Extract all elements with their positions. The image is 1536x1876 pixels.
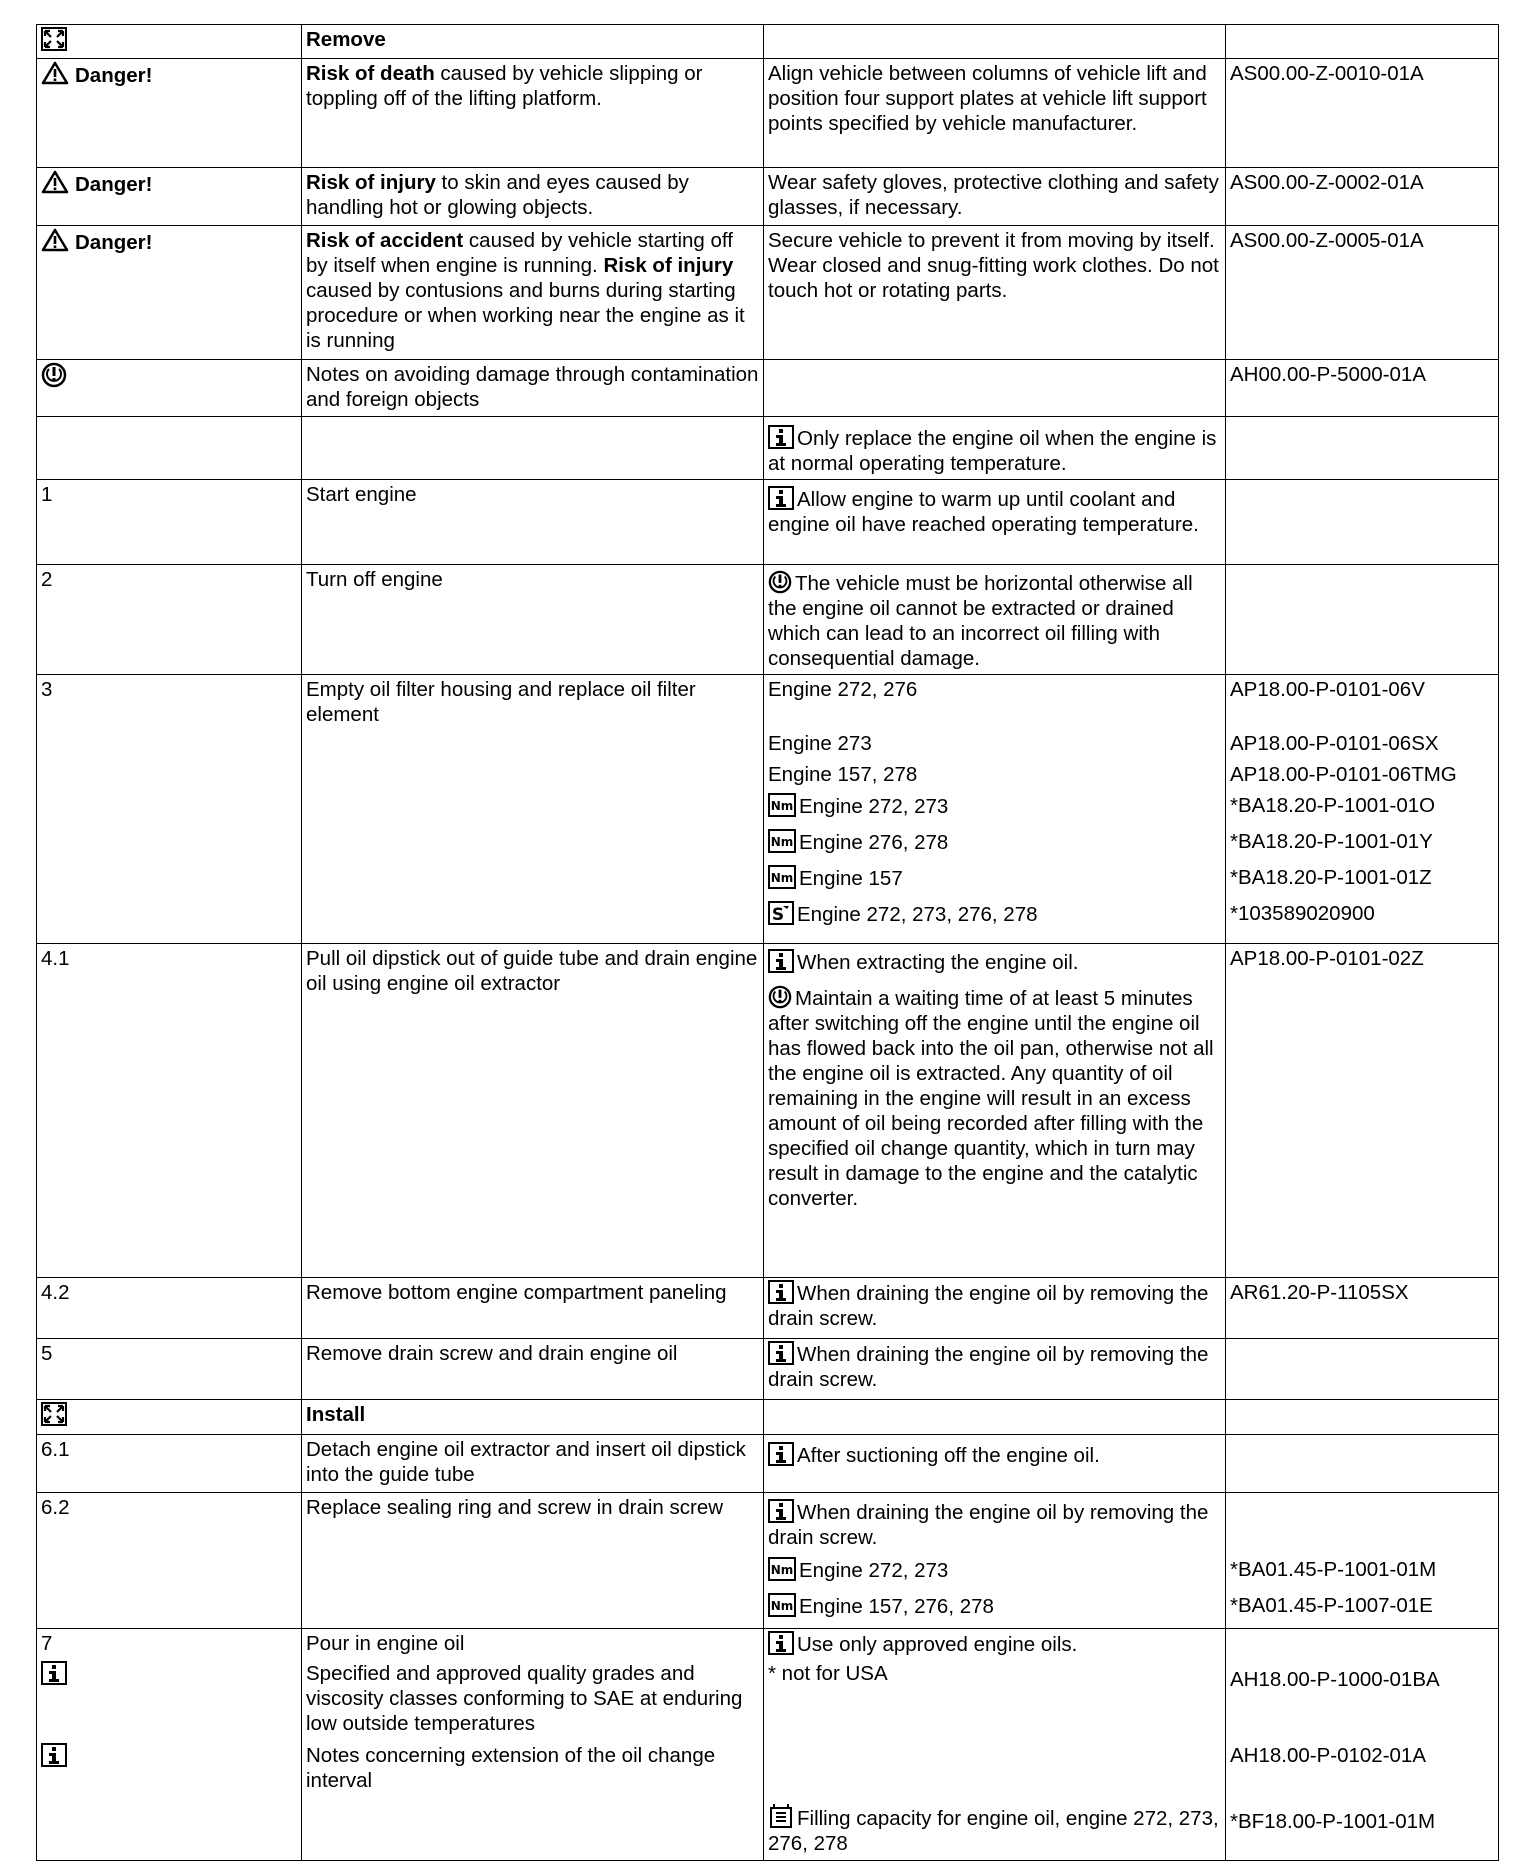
sub-ref: *BA18.20-P-1001-01O <box>1230 794 1436 817</box>
torque-nm-icon <box>768 793 796 817</box>
step-cell: 1 <box>37 480 302 565</box>
sub-note: Engine 273 <box>768 732 872 755</box>
ref-cell <box>1226 417 1499 480</box>
table-row <box>37 480 1499 565</box>
torque-nm-icon <box>768 1593 796 1617</box>
ref-cell: AS00.00-Z-0005-01A <box>1226 226 1499 360</box>
step-cell <box>37 1400 302 1435</box>
note-line <box>768 1631 1221 1661</box>
info-icon <box>768 425 794 449</box>
action-cell: Remove drain screw and drain engine oil <box>302 1339 764 1400</box>
ref-cell <box>1226 1400 1499 1435</box>
note-cell <box>764 675 1226 944</box>
exchange-icon <box>41 1402 67 1426</box>
note-cell: Align vehicle between columns of vehicle lift and position four support plates at vehicle lift support points specified by vehicle manufacturer. <box>764 59 1226 168</box>
note-text: The vehicle must be horizontal otherwise all the engine oil cannot be extracted or drained which can lead to an incorrect oil filling with consequential damage. <box>768 572 1193 670</box>
sub-ref: *BA18.20-P-1001-01Z <box>1230 866 1432 889</box>
step-cell <box>37 1629 302 1861</box>
action-cell: Empty oil filter housing and replace oil filter element <box>302 675 764 944</box>
procedure-table <box>36 24 1499 1861</box>
svg-text:S: S <box>771 905 785 925</box>
note-cell <box>764 480 1226 565</box>
ref-cell: AS00.00-Z-0002-01A <box>1226 168 1499 226</box>
table-row <box>37 226 1499 360</box>
action-cell: Detach engine oil extractor and insert oil dipstick into the guide tube <box>302 1435 764 1493</box>
note-cell <box>764 417 1226 480</box>
note-cell <box>764 1629 1226 1861</box>
action-text: Pour in engine oil <box>306 1632 465 1655</box>
ref-cell <box>1226 675 1499 944</box>
sub-action: Specified and approved quality grades and viscosity classes conforming to SAE at enduring low outside temperatures <box>306 1662 743 1735</box>
table-row <box>37 944 1499 1278</box>
warning-triangle-icon <box>41 228 69 252</box>
step-cell <box>37 25 302 59</box>
caution-circle-icon <box>768 570 792 594</box>
ref-cell: AR61.20-P-1105SX <box>1226 1278 1499 1339</box>
sub-ref: *BF18.00-P-1001-01M <box>1230 1810 1436 1833</box>
danger-label: Danger! <box>75 64 153 88</box>
table-row <box>37 417 1499 480</box>
svg-text:Nm: Nm <box>770 835 794 849</box>
risk-lead: Risk of injury <box>306 171 436 194</box>
step-cell: 6.2 <box>37 1493 302 1629</box>
note-cell <box>764 1493 1226 1629</box>
info-icon <box>768 1442 794 1466</box>
note-text: Only replace the engine oil when the engine is at normal operating temperature. <box>768 427 1217 475</box>
sub-ref: AP18.00-P-0101-06TMG <box>1230 763 1457 786</box>
risk-text: caused by vehicle slipping or toppling off of the lifting platform. <box>306 62 703 110</box>
ref-cell: AS00.00-Z-0010-01A <box>1226 59 1499 168</box>
note-text: When draining the engine oil by removing the drain screw. <box>768 1501 1209 1549</box>
danger-cell <box>37 168 302 226</box>
sub-note <box>768 1743 1221 1803</box>
info-icon <box>768 1341 794 1365</box>
ref-cell: AH00.00-P-5000-01A <box>1226 360 1499 417</box>
ref-cell <box>1226 1629 1499 1861</box>
step-cell: 4.1 <box>37 944 302 1278</box>
step-cell: 6.1 <box>37 1435 302 1493</box>
torque-nm-icon <box>768 1557 796 1581</box>
note-text: After suctioning off the engine oil. <box>797 1444 1100 1467</box>
note-cell <box>764 944 1226 1278</box>
table-row <box>37 1493 1499 1629</box>
exchange-icon <box>41 27 67 51</box>
action-cell: Pull oil dipstick out of guide tube and drain engine oil using engine oil extractor <box>302 944 764 1278</box>
note-text: Engine 157, 276, 278 <box>799 1595 994 1618</box>
ref-cell: AP18.00-P-0101-02Z <box>1226 944 1499 1278</box>
sub-note <box>768 793 1221 829</box>
table-row <box>37 1400 1499 1435</box>
risk-lead: Risk of accident <box>306 229 464 252</box>
note-text: Filling capacity for engine oil, engine 272, 273, 276, 278 <box>768 1807 1219 1855</box>
ref-cell <box>1226 1435 1499 1493</box>
sub-ref: *BA18.20-P-1001-01Y <box>1230 830 1433 853</box>
note-cell <box>764 1278 1226 1339</box>
note-text: Engine 272, 273 <box>799 1559 949 1582</box>
sub-note <box>768 829 1221 865</box>
danger-label: Danger! <box>75 173 153 197</box>
torque-nm-icon <box>768 865 796 889</box>
sub-note: Engine 157, 278 <box>768 763 918 786</box>
table-row <box>37 25 1499 59</box>
info-icon <box>768 1280 794 1304</box>
action-cell: Remove bottom engine compartment paneling <box>302 1278 764 1339</box>
note-text: Engine 157 <box>799 867 903 890</box>
info-icon <box>41 1661 67 1685</box>
info-icon <box>768 1499 794 1523</box>
note-cell <box>764 25 1226 59</box>
ref-cell <box>1226 1493 1499 1629</box>
danger-cell <box>37 59 302 168</box>
step-cell: 3 <box>37 675 302 944</box>
sub-icon-row <box>41 1661 297 1743</box>
sub-ref: AH18.00-P-1000-01BA <box>1230 1668 1440 1691</box>
filling-capacity-icon <box>768 1803 794 1829</box>
action-cell: Remove <box>302 25 764 59</box>
table-row <box>37 565 1499 675</box>
step-number: 7 <box>41 1632 53 1655</box>
note-text: Allow engine to warm up until coolant and engine oil have reached operating temperature. <box>768 488 1199 536</box>
step-cell: 2 <box>37 565 302 675</box>
risk-lead: Risk of death <box>306 62 435 85</box>
note-text: Engine 272, 273, 276, 278 <box>797 903 1038 926</box>
table-row <box>37 1629 1499 1861</box>
table-row <box>37 1339 1499 1400</box>
action-cell: Replace sealing ring and screw in drain screw <box>302 1493 764 1629</box>
note-cell <box>764 1400 1226 1435</box>
note-cell <box>764 565 1226 675</box>
sub-note: * not for USA <box>768 1662 888 1685</box>
table-row <box>37 675 1499 944</box>
note-cell <box>764 1339 1226 1400</box>
sub-note <box>768 1803 1221 1856</box>
special-tool-icon <box>768 901 794 925</box>
action-cell <box>302 226 764 360</box>
table-row <box>37 360 1499 417</box>
action-cell: Turn off engine <box>302 565 764 675</box>
sub-note <box>768 1593 1221 1623</box>
note-text: When extracting the engine oil. <box>797 951 1079 974</box>
sub-ref: AH18.00-P-0102-01A <box>1230 1744 1427 1767</box>
action-cell: Notes on avoiding damage through contamination and foreign objects <box>302 360 764 417</box>
sub-icon-row <box>41 1743 297 1803</box>
note-text: Maintain a waiting time of at least 5 minutes after switching off the engine until the engine oil has flowed back into the oil pan, otherwise not all the engine oil is extracted. Any quantity of oil remaining in the engine will result in an excess amount of oil being recorded after filling with the specified oil change quantity, which in turn may result in damage to the engine and the catalytic converter. <box>768 987 1214 1210</box>
note-text: When draining the engine oil by removing the drain screw. <box>768 1282 1209 1330</box>
sub-note: Engine 272, 276 <box>768 678 918 701</box>
action-cell <box>302 1629 764 1861</box>
note-cell <box>764 226 1226 360</box>
danger-cell <box>37 226 302 360</box>
info-icon <box>768 486 794 510</box>
note-cell <box>764 1435 1226 1493</box>
sub-ref <box>1230 1631 1494 1661</box>
sub-ref: *103589020900 <box>1230 902 1375 925</box>
sub-ref: AP18.00-P-0101-06SX <box>1230 732 1439 755</box>
note-line: Secure vehicle to prevent it from moving by itself. <box>768 229 1215 252</box>
note-line <box>768 949 1221 975</box>
svg-text:Nm: Nm <box>770 871 794 885</box>
ref-cell <box>1226 480 1499 565</box>
action-cell: Start engine <box>302 480 764 565</box>
step-cell <box>37 417 302 480</box>
danger-label: Danger! <box>75 231 153 255</box>
step-cell: 5 <box>37 1339 302 1400</box>
warning-triangle-icon <box>41 170 69 194</box>
note-cell: Wear safety gloves, protective clothing and safety glasses, if necessary. <box>764 168 1226 226</box>
note-line <box>768 985 1221 1211</box>
svg-text:Nm: Nm <box>770 1599 794 1613</box>
ref-cell <box>1226 565 1499 675</box>
sub-ref: AP18.00-P-0101-06V <box>1230 678 1425 701</box>
sub-ref <box>1230 1499 1494 1557</box>
ref-cell <box>1226 25 1499 59</box>
table-row <box>37 1278 1499 1339</box>
risk-text-2: caused by contusions and burns during starting procedure or when working near the engine as it is running <box>306 279 745 352</box>
action-cell <box>302 168 764 226</box>
note-text: When draining the engine oil by removing the drain screw. <box>768 1343 1209 1391</box>
warning-triangle-icon <box>41 61 69 85</box>
torque-nm-icon <box>768 829 796 853</box>
action-cell <box>302 417 764 480</box>
info-icon <box>768 949 794 973</box>
table-row <box>37 168 1499 226</box>
svg-text:Nm: Nm <box>770 1563 794 1577</box>
caution-circle-icon <box>768 985 792 1009</box>
sub-ref: *BA01.45-P-1001-01M <box>1230 1558 1437 1581</box>
table-row <box>37 1435 1499 1493</box>
sub-note <box>768 865 1221 901</box>
risk-text: to skin and eyes caused by handling hot or glowing objects. <box>306 171 689 219</box>
sub-note <box>768 901 1221 931</box>
step-cell <box>37 360 302 417</box>
note-text: Engine 272, 273 <box>799 795 949 818</box>
action-cell: Install <box>302 1400 764 1435</box>
risk-lead-2: Risk of injury <box>603 254 734 277</box>
svg-text:Nm: Nm <box>770 799 794 813</box>
risk-text: caused by vehicle starting off by itself when engine is running. <box>306 229 733 277</box>
note-cell <box>764 360 1226 417</box>
ref-cell <box>1226 1339 1499 1400</box>
sub-note <box>768 1557 1221 1593</box>
note-text: Use only approved engine oils. <box>797 1633 1078 1656</box>
info-icon <box>768 1631 794 1655</box>
sub-action: Notes concerning extension of the oil change interval <box>306 1744 716 1792</box>
note-line: Wear closed and snug-fitting work clothes. Do not touch hot or rotating parts. <box>768 254 1219 302</box>
info-icon <box>41 1743 67 1767</box>
caution-circle-icon <box>41 362 67 388</box>
note-text: Engine 276, 278 <box>799 831 949 854</box>
step-cell: 4.2 <box>37 1278 302 1339</box>
table-row <box>37 59 1499 168</box>
sub-ref: *BA01.45-P-1007-01E <box>1230 1594 1433 1617</box>
action-cell <box>302 59 764 168</box>
sub-note <box>768 1499 1221 1557</box>
